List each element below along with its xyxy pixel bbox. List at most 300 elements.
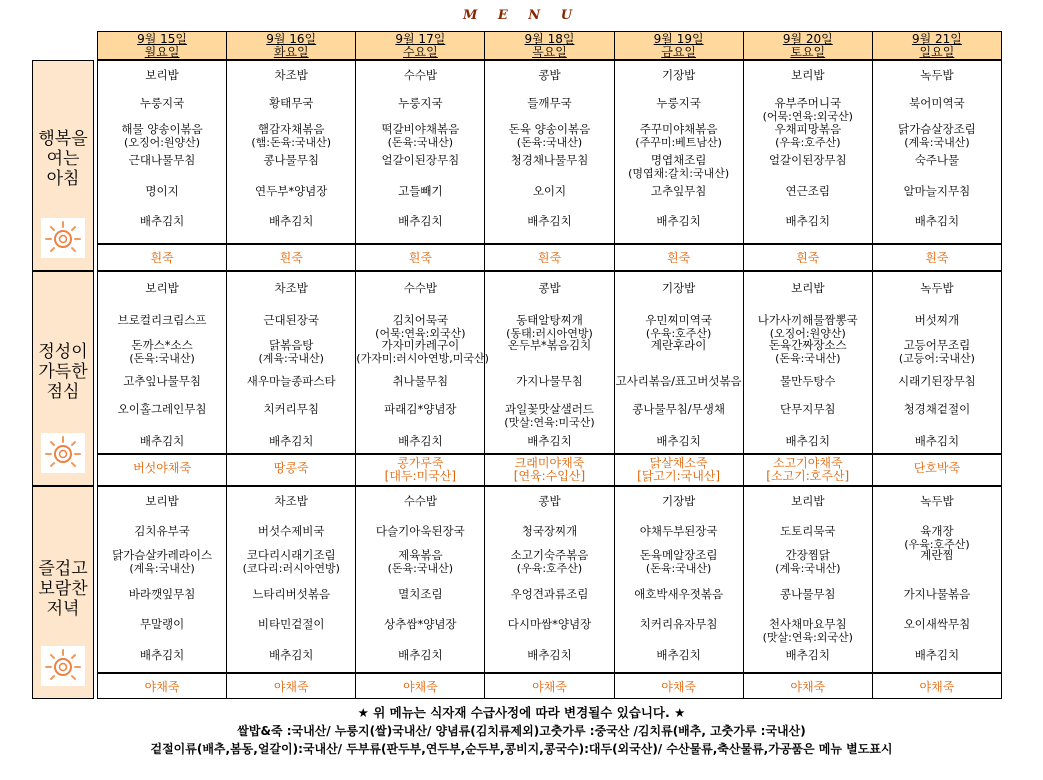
menu-item-name: 새우마늘종파스타 (246, 374, 336, 388)
menu-item (744, 525, 872, 538)
meal-day-column (485, 272, 614, 453)
menu-item-name: 주꾸미야채볶음 (639, 122, 718, 136)
menu-item (356, 123, 484, 149)
meal-day-column (873, 487, 1001, 672)
menu-item-name: 닭가슴살카레라이스 (112, 548, 213, 562)
menu-item (356, 215, 484, 228)
menu-item (873, 282, 1001, 295)
menu-item (356, 649, 484, 662)
menu-item (744, 185, 872, 198)
porridge-name: 야채죽 (144, 680, 180, 694)
menu-item-name: 얼갈이된장무침 (381, 153, 460, 167)
menu-item-name: 숙주나물 (914, 153, 960, 167)
menu-item-name: 콩나물무침 (263, 153, 319, 167)
menu-item-origin: (돈육:국내산) (387, 136, 454, 149)
porridge-cell (615, 455, 744, 485)
menu-item-origin: (맛살:연육:외국산) (762, 631, 853, 644)
day-weekday: 화요일 (273, 45, 309, 59)
menu-item-name: 브로컬리크림스프 (117, 313, 207, 327)
menu-item (615, 588, 743, 601)
porridge-cell (873, 455, 1001, 485)
menu-item-name: 가자미카레구이 (381, 338, 460, 352)
menu-item-name: 콩밥 (538, 494, 561, 508)
menu-item (98, 435, 226, 448)
menu-item-name: 기장밥 (661, 494, 696, 508)
meal-day-column (615, 487, 744, 672)
porridge-name: 흰죽 (150, 251, 174, 265)
menu-item-name: 배추김치 (527, 214, 572, 228)
menu-item-name: 햄감자채볶음 (257, 122, 325, 136)
meal-label-line: 가득한 (38, 362, 88, 382)
meal-label-line: 즐겁고 (38, 559, 88, 579)
meal-day-column (873, 61, 1001, 243)
porridge-cell (744, 674, 873, 698)
menu-item-name: 황태무국 (268, 96, 314, 110)
menu-item (615, 649, 743, 662)
menu-item-name: 단무지무침 (780, 402, 836, 416)
menu-item-name: 청경채나물무침 (510, 153, 589, 167)
porridge-name: 야채죽 (919, 680, 955, 694)
menu-item-name: 배추김치 (139, 214, 185, 228)
porridge-name: 흰죽 (796, 251, 820, 265)
meal-day-column (873, 272, 1001, 453)
sun-icon (41, 218, 85, 258)
menu-item-name: 수수밥 (403, 494, 438, 508)
menu-item (227, 215, 355, 228)
menu-item (485, 525, 613, 538)
menu-item-name: 유부주머니국 (774, 96, 842, 110)
menu-item (356, 525, 484, 538)
porridge-cell (227, 674, 356, 698)
menu-item (873, 215, 1001, 228)
menu-item-name: 얼갈이된장무침 (768, 153, 847, 167)
menu-item (98, 549, 226, 575)
porridge-row (97, 673, 1002, 699)
notice-origin-2: 겉절이류(배추,봄동,얼갈이):국내산/ 두부류(판두부,연두부,순두부,콩비지,콩국수):대두(외국산)/ 수산물류,축산물류,가공품은 메뉴 별도표시 (150, 742, 893, 756)
menu-item-name: 배추김치 (656, 434, 701, 448)
menu-item-name: 콩밥 (538, 68, 561, 82)
porridge-origin: [닭고기:국내산] (637, 469, 721, 483)
meal-day-column (356, 61, 485, 243)
menu-item-name: 배추김치 (914, 648, 960, 662)
menu-item-origin: (햄:돈육:국내산) (251, 136, 332, 149)
menu-item-name: 오이홀그레인무침 (117, 402, 207, 416)
menu-item-name: 천사채마요무침 (768, 617, 847, 631)
day-date: 9월 16일 (266, 32, 317, 46)
menu-item-name: 오이새싹무침 (903, 617, 971, 631)
menu-item (485, 588, 613, 601)
menu-item-name: 비타민겉절이 (257, 617, 325, 631)
menu-item (744, 435, 872, 448)
meal-day-column (98, 272, 227, 453)
meal-day-column (227, 272, 356, 453)
menu-item-name: 수수밥 (403, 68, 438, 82)
porridge-name: 소고기야채죽 (772, 456, 843, 470)
menu-item (873, 495, 1001, 508)
menu-item-origin: (돈육:국내산) (516, 136, 583, 149)
menu-item (873, 403, 1001, 416)
menu-item (615, 97, 743, 110)
day-header (485, 31, 614, 60)
porridge-cell (356, 455, 485, 485)
menu-item (356, 314, 484, 340)
menu-item-name: 가지나물볶음 (903, 587, 971, 601)
menu-item (356, 435, 484, 448)
day-date: 9월 15일 (137, 32, 188, 46)
meal-day-column (227, 61, 356, 243)
menu-item-name: 돈까스*소스 (131, 338, 193, 352)
menu-item-name: 우채피망볶음 (774, 122, 842, 136)
menu-item-name: 누룽지국 (656, 96, 701, 110)
menu-item-origin: (맛살:연육:미국산) (504, 416, 595, 429)
day-date: 9월 18일 (524, 32, 575, 46)
meal-day-column (744, 272, 873, 453)
menu-item (356, 495, 484, 508)
meal-label-line: 행복을 (38, 129, 88, 149)
menu-item (744, 97, 872, 123)
menu-item-name: 오이지 (532, 184, 567, 198)
menu-item-origin: (우육:호주산) (904, 538, 970, 551)
menu-item (356, 185, 484, 198)
menu-item (615, 375, 743, 388)
menu-item-name: 배추김치 (398, 434, 443, 448)
menu-item (356, 282, 484, 295)
menu-item-name: 돈육간짜장소스 (768, 338, 847, 352)
menu-item (615, 154, 743, 180)
meal-label-line: 정성이 (38, 342, 88, 362)
menu-item-name: 배추김치 (527, 434, 572, 448)
menu-item (744, 588, 872, 601)
menu-item (98, 185, 226, 198)
menu-item-origin: (계육:국내산) (775, 562, 841, 575)
porridge-name: 흰죽 (537, 251, 562, 265)
menu-item-name: 치커리유자무침 (639, 617, 718, 631)
menu-item (227, 282, 355, 295)
porridge-cell (98, 455, 227, 485)
meal-day-column (615, 61, 744, 243)
menu-item (98, 123, 226, 149)
menu-item-origin: (가자미:러시아연방,미국산) (356, 352, 489, 365)
menu-item (485, 618, 613, 631)
porridge-cell (615, 245, 744, 270)
menu-item (615, 403, 743, 416)
menu-item-origin: (명엽채:갈치:국내산) (628, 167, 730, 180)
menu-item-name: 기장밥 (661, 68, 696, 82)
menu-item (615, 525, 743, 538)
menu-item-name: 고등어무조림 (903, 338, 971, 352)
menu-item (356, 338, 489, 365)
porridge-name: 닭살채소죽 (649, 456, 708, 470)
menu-item-name: 배추김치 (268, 434, 314, 448)
menu-item-name: 제육볶음 (398, 548, 443, 562)
day-weekday: 토요일 (790, 45, 826, 59)
menu-item-name: 계란찜 (920, 548, 954, 562)
meal-label-line: 보람찬 (38, 579, 88, 599)
menu-item (873, 618, 1001, 631)
menu-item (227, 525, 355, 538)
menu-item-origin: (어묵:연육:외국산) (762, 110, 853, 123)
menu-item (485, 69, 613, 82)
menu-item-name: 고추잎나물무침 (123, 374, 201, 388)
menu-item-name: 기장밥 (661, 281, 696, 295)
menu-item (744, 215, 872, 228)
menu-item (98, 154, 226, 167)
day-date: 9월 19일 (653, 32, 704, 46)
day-header (97, 31, 227, 60)
menu-item-name: 취나물무침 (392, 374, 449, 388)
porridge-name: 크래미야채죽 (514, 456, 585, 470)
porridge-name: 단호박죽 (913, 461, 961, 475)
menu-item (98, 403, 226, 416)
menu-item-origin: (계육:국내산) (258, 352, 324, 365)
menu-item (485, 649, 613, 662)
menu-item (873, 435, 1001, 448)
day-date: 9월 20일 (782, 32, 833, 46)
porridge-cell (356, 674, 485, 698)
menu-item (744, 123, 872, 149)
menu-item-name: 느타리버섯볶음 (252, 587, 331, 601)
porridge-cell (873, 674, 1001, 698)
day-header (873, 31, 1002, 60)
menu-item (98, 314, 226, 327)
menu-item-name: 배추김치 (785, 648, 830, 662)
menu-item-name: 북어미역국 (909, 96, 965, 110)
menu-item (485, 403, 613, 429)
menu-item (356, 403, 484, 416)
porridge-cell (744, 455, 873, 485)
menu-item-name: 콩나물무침/무생채 (632, 402, 725, 416)
menu-item-name: 보리밥 (791, 68, 825, 82)
menu-item-name: 차조밥 (274, 281, 308, 295)
menu-item-name: 연두부*양념장 (255, 184, 328, 198)
menu-item (227, 435, 355, 448)
menu-item (227, 588, 355, 601)
menu-item-origin: (오징어:원양산) (124, 136, 201, 149)
menu-item-name: 누룽지국 (139, 96, 185, 110)
menu-item (98, 588, 226, 601)
menu-item (485, 435, 613, 448)
menu-item-name: 코다리시래기조림 (246, 548, 336, 562)
porridge-name: 흰죽 (667, 251, 691, 265)
menu-item-origin: (계육:국내산) (904, 136, 970, 149)
menu-item (873, 97, 1001, 110)
day-weekday: 수요일 (402, 45, 438, 59)
menu-item (485, 375, 613, 388)
menu-item (98, 97, 226, 110)
meal-day-column (98, 487, 227, 672)
day-header (227, 31, 356, 60)
menu-item (485, 495, 613, 508)
porridge-name: 야채죽 (661, 680, 697, 694)
menu-item (98, 375, 226, 388)
menu-item (227, 185, 355, 198)
menu-item (98, 618, 226, 631)
menu-item (227, 339, 355, 365)
menu-item (873, 314, 1001, 327)
menu-item-name: 상추쌈*양념장 (384, 617, 457, 631)
menu-item-origin: (돈육:국내산) (129, 352, 195, 365)
menu-item-name: 배추김치 (139, 434, 185, 448)
menu-item (227, 314, 355, 327)
meal-label (32, 271, 94, 486)
menu-item (873, 339, 1001, 365)
menu-item (227, 618, 355, 631)
porridge-origin: [대두:미국산] (384, 469, 457, 483)
menu-item (744, 154, 872, 167)
menu-item-name: 고사리볶음/표고버섯볶음 (615, 374, 742, 388)
porridge-name: 야채죽 (402, 680, 438, 694)
menu-item-name: 야채두부된장국 (639, 524, 718, 538)
porridge-name: 콩가루죽 (397, 456, 444, 470)
menu-item (356, 549, 484, 575)
menu-item-name: 콩밥 (538, 281, 561, 295)
menu-item (873, 185, 1001, 198)
meal-day-column (615, 272, 744, 453)
menu-item (485, 97, 613, 110)
menu-item (615, 339, 743, 352)
menu-item (873, 69, 1001, 82)
menu-item (227, 495, 355, 508)
meal-day-column (744, 487, 873, 672)
menu-item-name: 우엉견과류조림 (510, 587, 589, 601)
menu-item-origin: (돈육:국내산) (387, 562, 454, 575)
menu-item-name: 보리밥 (145, 281, 179, 295)
meal-grid (97, 271, 1002, 454)
menu-item (615, 282, 743, 295)
menu-item-name: 배추김치 (139, 648, 185, 662)
day-date: 9월 21일 (911, 32, 962, 46)
menu-item-name: 배추김치 (914, 434, 960, 448)
menu-item-name: 다시마쌈*양념장 (507, 617, 592, 631)
menu-item-name: 보리밥 (791, 281, 825, 295)
day-date: 9월 17일 (395, 32, 446, 46)
day-weekday: 일요일 (919, 45, 955, 59)
menu-item-name: 떡갈비야채볶음 (381, 122, 460, 136)
meal-label-line: 여는 (46, 149, 80, 169)
meal-label (32, 60, 94, 271)
menu-item (744, 549, 872, 575)
sun-icon (41, 646, 85, 686)
menu-item (227, 549, 355, 575)
porridge-cell (98, 674, 227, 698)
menu-item (615, 495, 743, 508)
menu-item (227, 403, 355, 416)
menu-item-name: 녹두밥 (920, 68, 954, 82)
menu-item-name: 차조밥 (274, 494, 308, 508)
menu-item (744, 649, 872, 662)
menu-item (356, 588, 484, 601)
menu-item-name: 근대된장국 (263, 313, 319, 327)
menu-item-name: 파래김*양념장 (384, 402, 457, 416)
menu-item-name: 도토리묵국 (780, 524, 836, 538)
porridge-origin: [연육:수입산] (513, 469, 586, 483)
menu-item (227, 649, 355, 662)
menu-item-name: 배추김치 (268, 214, 314, 228)
menu-item (744, 495, 872, 508)
menu-item-name: 가지나물무침 (516, 374, 583, 388)
menu-item (615, 69, 743, 82)
menu-item (485, 215, 613, 228)
menu-item (227, 123, 355, 149)
menu-item-name: 온두부*볶음김치 (507, 338, 592, 352)
menu-item-name: 누룽지국 (398, 96, 443, 110)
menu-item-name: 버섯찌개 (914, 313, 960, 327)
porridge-name: 버섯야채죽 (133, 461, 192, 475)
menu-item (98, 282, 226, 295)
menu-item (744, 403, 872, 416)
menu-item (744, 282, 872, 295)
menu-item (356, 69, 484, 82)
menu-item-name: 해물 양송이볶음 (121, 122, 203, 136)
meal-label (32, 486, 94, 699)
menu-item-name: 물만두탕수 (780, 374, 836, 388)
menu-item (227, 375, 355, 388)
porridge-cell (615, 674, 744, 698)
menu-item-name: 보리밥 (145, 68, 179, 82)
menu-item-name: 명이지 (145, 184, 179, 198)
meal-grid (97, 60, 1002, 244)
menu-item-name: 배추김치 (656, 214, 701, 228)
menu-item (98, 495, 226, 508)
menu-item (873, 588, 1001, 601)
porridge-row (97, 454, 1002, 486)
menu-item-name: 닭볶음탕 (268, 338, 314, 352)
menu-item-name: 배추김치 (398, 214, 443, 228)
menu-item-origin: (동태:러시아연방) (506, 327, 593, 340)
menu-item-name: 배추김치 (268, 648, 314, 662)
menu-item (98, 69, 226, 82)
porridge-cell (98, 245, 227, 270)
meal-label-line: 점심 (46, 382, 80, 402)
menu-item-name: 육개장 (920, 524, 954, 538)
menu-item (98, 649, 226, 662)
menu-item-name: 치커리무침 (263, 402, 319, 416)
menu-item (615, 123, 743, 149)
menu-item-name: 애호박새우젓볶음 (634, 587, 724, 601)
menu-item-name: 명엽채조림 (650, 153, 707, 167)
day-weekday: 금요일 (661, 45, 697, 59)
menu-item-name: 김치어묵국 (392, 313, 449, 327)
menu-item (744, 618, 872, 644)
menu-item (485, 154, 613, 167)
menu-item-name: 녹두밥 (920, 494, 954, 508)
menu-item (744, 339, 872, 365)
menu-item-name: 배추김치 (785, 434, 830, 448)
menu-item-name: 배추김치 (527, 648, 572, 662)
menu-item (485, 282, 613, 295)
menu-item-name: 고추잎무침 (650, 184, 707, 198)
menu-item-name: 바라깻잎무침 (128, 587, 196, 601)
porridge-row (97, 244, 1002, 271)
menu-item-origin: (우육:호주산) (775, 136, 841, 149)
menu-item-name: 돈육메알장조림 (639, 548, 718, 562)
menu-item (873, 375, 1001, 388)
notice-origin-1: 쌀밥&죽 :국내산/ 누룽지(쌀)국내산/ 양념류(김치류제외)고춧가루 :중국산 /김치류(배추, 고춧가루 :국내산) (237, 724, 806, 738)
menu-item-name: 연근조림 (785, 184, 830, 198)
menu-item-name: 근대나물무침 (128, 153, 196, 167)
menu-item-name: 돈육 양송이볶음 (508, 122, 591, 136)
menu-item-origin: (돈육:국내산) (775, 352, 841, 365)
menu-item-name: 배추김치 (914, 214, 960, 228)
menu-item (485, 123, 613, 149)
menu-item (98, 339, 226, 365)
menu-item-origin: (고등어:국내산) (898, 352, 975, 365)
menu-item-name: 닭가슴살장조림 (898, 122, 976, 136)
menu-item (98, 215, 226, 228)
porridge-name: 야채죽 (532, 680, 567, 694)
menu-item-origin: (계육:국내산) (129, 562, 195, 575)
porridge-name: 야채죽 (790, 680, 826, 694)
